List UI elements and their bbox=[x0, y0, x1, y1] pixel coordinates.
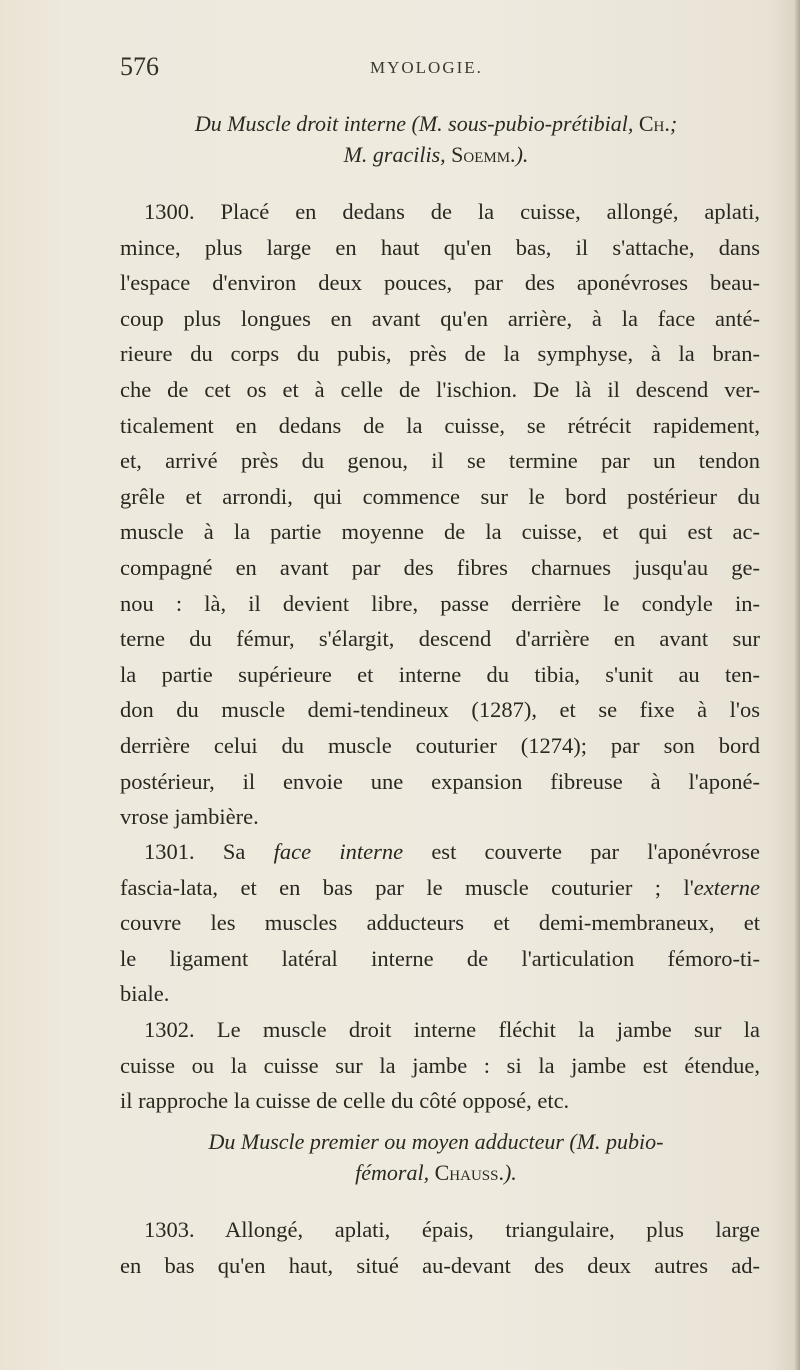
text-line bbox=[120, 870, 760, 906]
text-line bbox=[120, 834, 760, 870]
text-line: derrière celui du muscle couturier (1274); par son bord bbox=[120, 732, 760, 758]
emphasis-externe: externe bbox=[693, 874, 760, 900]
text-line: le ligament latéral interne de l'articulation fémoro-ti- bbox=[120, 945, 760, 971]
paragraph-1300 bbox=[120, 194, 760, 835]
section-title-premier-adducteur bbox=[120, 1126, 752, 1188]
text-line: mince, plus large en haut qu'en bas, il s'attache, dans bbox=[120, 234, 760, 260]
text-line: la partie supérieure et interne du tibia, s'unit au ten- bbox=[120, 661, 760, 687]
text-line: il rapproche la cuisse de celle du côté opposé, etc. bbox=[120, 1088, 570, 1114]
text-line: 1300. Placé en dedans de la cuisse, allongé, aplati, bbox=[144, 199, 760, 224]
text-run: 1301. Sa bbox=[144, 839, 274, 864]
section-title-line: Du Muscle premier ou moyen adducteur (M. pubio- bbox=[208, 1129, 664, 1154]
paragraph-1302 bbox=[120, 1012, 760, 1119]
text-line: terne du fémur, s'élargit, descend d'arrière en avant sur bbox=[120, 626, 760, 652]
text-line: et, arrivé près du genou, il se termine par un tendon bbox=[120, 448, 760, 474]
text-line: grêle et arrondi, qui commence sur le bord postérieur du bbox=[120, 483, 760, 509]
title-punct: ). bbox=[515, 142, 529, 167]
text-line: cuisse ou la cuisse sur la jambe : si la jambe est étendue, bbox=[120, 1052, 760, 1078]
title-punct: ; bbox=[669, 111, 678, 136]
text-line: en bas qu'en haut, situé au-devant des deux autres ad- bbox=[120, 1252, 760, 1278]
text-line: che de cet os et à celle de l'ischion. De là il descend ver- bbox=[120, 376, 760, 402]
text-line: postérieur, il envoie une expansion fibreuse à l'aponé- bbox=[120, 768, 760, 794]
text-line: ticalement en dedans de la cuisse, se rétrécit rapidement, bbox=[120, 412, 760, 438]
title-text: Du Muscle droit interne (M. sous-pubio-prétibial, bbox=[194, 111, 634, 136]
text-line: don du muscle demi-tendineux (1287), et se fixe à l'os bbox=[120, 697, 760, 723]
title-author: Chauss. bbox=[434, 1160, 504, 1185]
text-line: vrose jambière. bbox=[120, 804, 259, 830]
text-run: est couverte par l'aponévrose bbox=[403, 839, 760, 864]
text-line: muscle à la partie moyenne de la cuisse, et qui est ac- bbox=[120, 519, 760, 545]
paragraph-1301 bbox=[120, 834, 760, 1012]
text-line: l'espace d'environ deux pouces, par des aponévroses beau- bbox=[120, 270, 760, 296]
page-header bbox=[120, 52, 740, 86]
section-title-line bbox=[120, 1157, 752, 1188]
text-line: 1302. Le muscle droit interne fléchit la jambe sur la bbox=[144, 1017, 760, 1042]
section-title-line bbox=[120, 108, 752, 139]
text-line: biale. bbox=[120, 981, 170, 1007]
text-line: coup plus longues en avant qu'en arrière, à la face anté- bbox=[120, 305, 760, 331]
running-head: MYOLOGIE. bbox=[370, 58, 483, 77]
title-text: M. gracilis, bbox=[343, 142, 446, 167]
title-author: Ch. bbox=[638, 111, 670, 136]
text-line: 1303. Allongé, aplati, épais, triangulaire, plus large bbox=[144, 1217, 760, 1242]
section-title-line bbox=[120, 139, 752, 170]
text-line: couvre les muscles adducteurs et demi-membraneux, et bbox=[120, 910, 760, 936]
page-edge-shadow bbox=[794, 0, 800, 1370]
title-text: fémoral, bbox=[355, 1160, 430, 1185]
section-title-droit-interne bbox=[120, 108, 752, 170]
emphasis-face-interne: face interne bbox=[273, 839, 404, 864]
paragraph-1303 bbox=[120, 1212, 760, 1283]
text-line: nou : là, il devient libre, passe derrière le condyle in- bbox=[120, 590, 760, 616]
title-punct: ). bbox=[503, 1160, 517, 1185]
text-line: rieure du corps du pubis, près de la symphyse, à la bran- bbox=[120, 341, 760, 367]
text-run: fascia-lata, et en bas par le muscle couturier ; l' bbox=[120, 874, 694, 900]
page-number: 576 bbox=[120, 52, 159, 81]
title-author: Soemm. bbox=[451, 142, 516, 167]
text-line: compagné en avant par des fibres charnues jusqu'au ge- bbox=[120, 554, 760, 580]
